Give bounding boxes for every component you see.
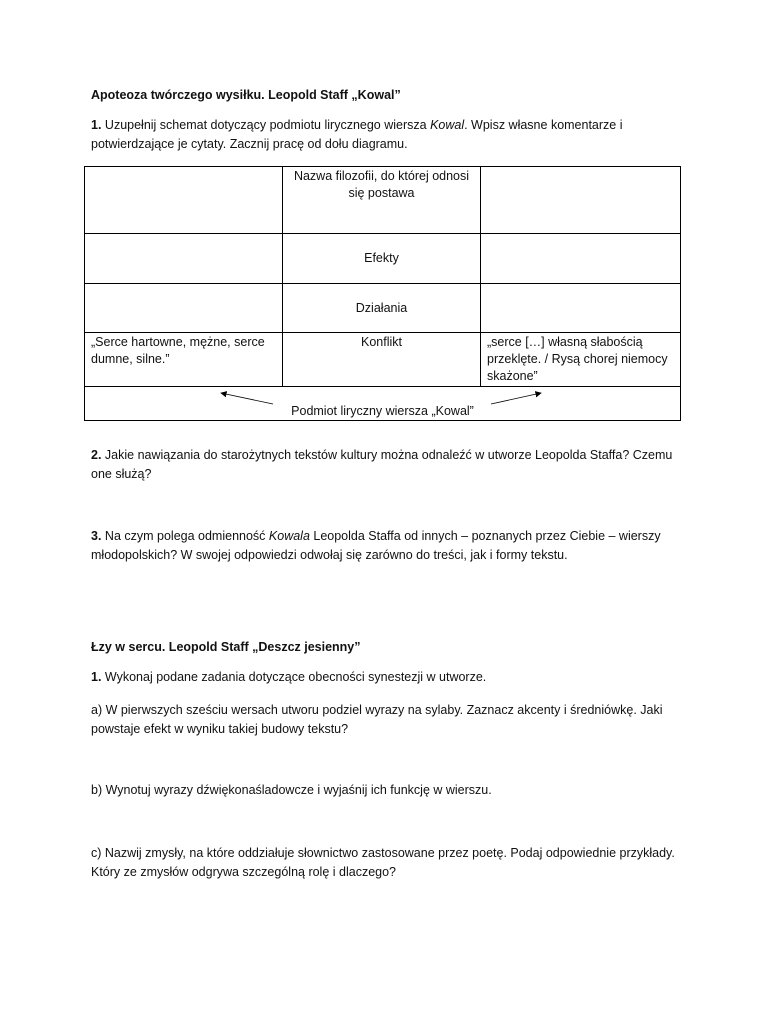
table-cell-conflict: Konflikt <box>283 333 481 387</box>
table-footer-label: Podmiot liryczny wiersza „Kowal” <box>291 404 474 418</box>
table-cell-left <box>85 234 283 284</box>
section-heading-kowal: Apoteoza twórczego wysiłku. Leopold Staff „Kowal” <box>91 88 401 102</box>
section-heading-deszcz: Łzy w sercu. Leopold Staff „Deszcz jesienny” <box>91 640 361 654</box>
table-row <box>85 234 681 284</box>
table-cell-actions: Działania <box>283 284 481 333</box>
table-cell-philosophy: Nazwa filozofii, do której odnosi się postawa <box>283 167 481 234</box>
task-c: c) Nazwij zmysły, na które oddziałuje słownictwo zastosowane przez poetę. Podaj odpowiednie przykłady. Który ze zmysłów odgrywa szczególną rolę i dlaczego? <box>91 846 675 879</box>
table-cell-right <box>481 284 681 333</box>
schema-table <box>84 166 681 421</box>
table-cell-effects: Efekty <box>283 234 481 284</box>
table-cell-right <box>481 167 681 234</box>
table-cell-quote-left: „Serce hartowne, mężne, serce dumne, silne.” <box>85 333 283 387</box>
table-footer-cell <box>85 387 681 421</box>
table-cell-quote-right: „serce […] własną słabością przeklęte. / Rysą chorej niemocy skażone” <box>481 333 681 387</box>
table-row <box>85 333 681 387</box>
question-2-kowal: 2. Jakie nawiązania do starożytnych tekstów kultury można odnaleźć w utworze Leopolda Staffa? Czemu one służą? <box>91 448 673 481</box>
question-1-deszcz: 1. Wykonaj podane zadania dotyczące obecności synestezji w utworze. <box>91 670 487 684</box>
table-cell-left <box>85 284 283 333</box>
task-a: a) W pierwszych sześciu wersach utworu podziel wyrazy na sylaby. Zaznacz akcenty i średniówkę. Jaki powstaje efekt w wyniku takiej budowy tekstu? <box>91 703 663 736</box>
table-row <box>85 284 681 333</box>
task-b: b) Wynotuj wyrazy dźwiękonaśladowcze i wyjaśnij ich funkcję w wierszu. <box>91 783 492 797</box>
question-1-kowal: 1. Uzupełnij schemat dotyczący podmiotu lirycznego wiersza Kowal. Wpisz własne komentarze i potwierdzające je cytaty. Zacznij pracę od dołu diagramu. <box>91 118 623 151</box>
question-3-kowal: 3. Na czym polega odmienność Kowala Leopolda Staffa od innych – poznanych przez Ciebie – wierszy młodopolskich? W swojej odpowiedzi odwołaj się zarówno do treści, jak i formy tekstu. <box>91 529 661 562</box>
table-cell-left <box>85 167 283 234</box>
table-cell-right <box>481 234 681 284</box>
table-row <box>85 387 681 421</box>
table-row <box>85 167 681 234</box>
